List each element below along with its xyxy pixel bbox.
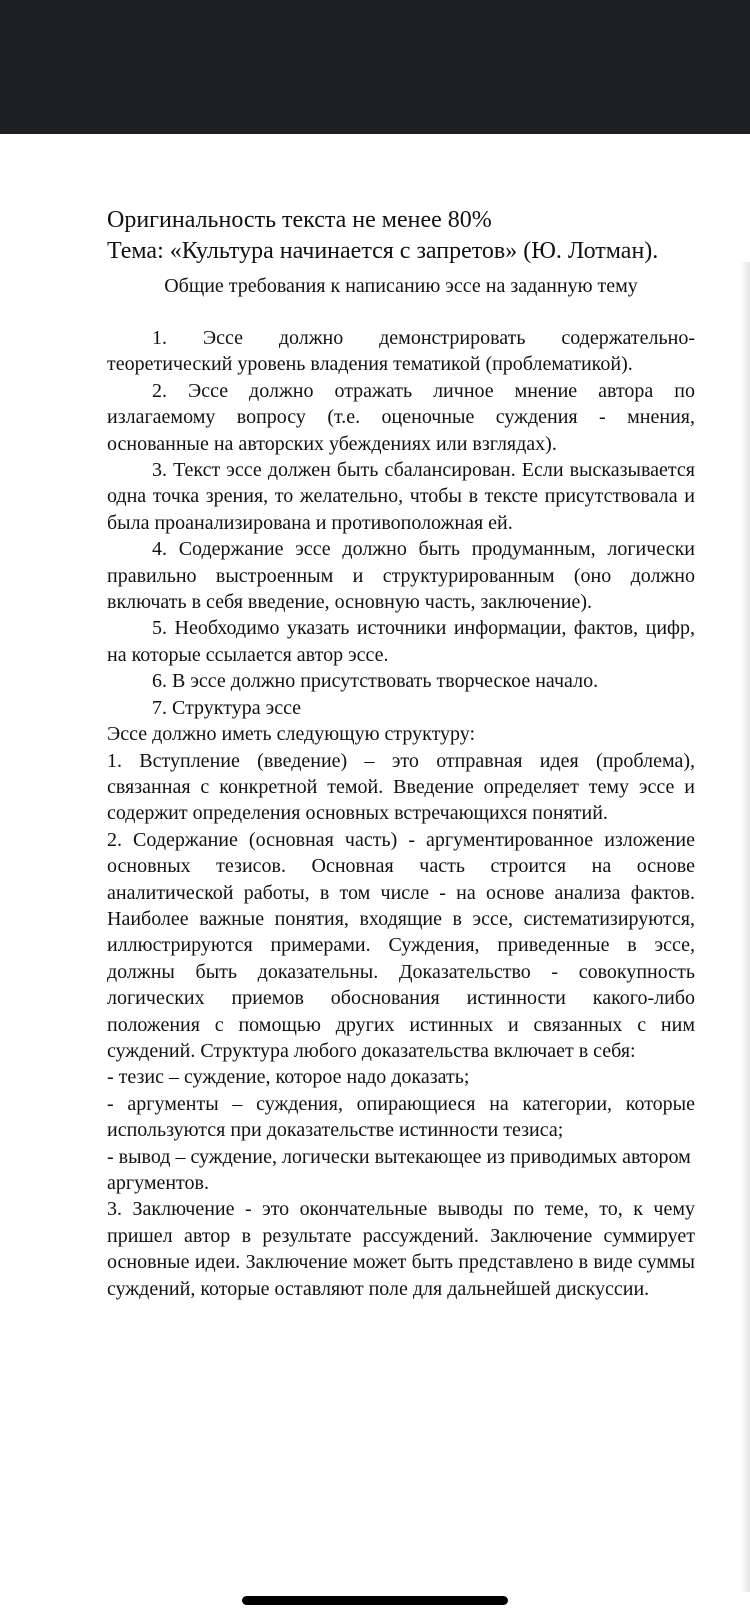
requirements-title: Общие требования к написанию эссе на заданную тему: [164, 275, 638, 297]
document-page: [107, 205, 695, 1302]
requirement-item: 4. Содержание эссе должно быть продуманным, логически правильно выстроенным и структурированным (оно должно включать в себя введение, основную часть, заключение).: [107, 538, 695, 614]
structure-item: 3. Заключение - это окончательные выводы по теме, то, к чему пришел автор в результате рассуждений. Заключение суммирует основные идеи. Заключение может быть представлено в виде суммы суждений, которые оставляют поле для дальнейшей дискуссии.: [107, 1198, 695, 1300]
requirement-item: 7. Структура эссе: [152, 696, 302, 719]
originality-line: Оригинальность текста не менее 80%: [107, 207, 492, 233]
structure-item: - тезис – суждение, которое надо доказать;: [107, 1066, 470, 1089]
blank-line: [107, 299, 695, 325]
requirement-item: 5. Необходимо указать источники информации, фактов, цифр, на которые ссылается автор эссе.: [107, 617, 695, 666]
page-edge-shadow: [740, 262, 750, 1592]
home-indicator[interactable]: [242, 1596, 508, 1605]
topic-line: Тема: «Культура начинается с запретов» (Ю. Лотман).: [107, 238, 659, 264]
top-bar: [0, 0, 750, 134]
structure-intro: Эссе должно иметь следующую структуру:: [107, 723, 476, 746]
structure-item: 2. Содержание (основная часть) - аргументированное изложение основных тезисов. Основная часть строится на основе аналитической работы, в том числе - на основе анализа фактов. Наиболее важные понятия, входящие в эссе, систематизируются, иллюстрируются примерами. Суждения, приведенные в эссе, должны быть доказательны. Доказательство - совокупность логических приемов обоснования истинности какого-либо положения с помощью других истинных и связанных с ним суждений. Структура любого доказательства включает в себя:: [107, 828, 695, 1062]
structure-item: - аргументы – суждения, опирающиеся на категории, которые используются при доказательстве истинности тезиса;: [107, 1092, 695, 1142]
requirement-item: 3. Текст эссе должен быть сбалансирован. Если высказывается одна точка зрения, то желательно, чтобы в тексте присутствовала и была проанализирована и противоположная ей.: [107, 459, 695, 534]
structure-item: аргументов.: [107, 1172, 209, 1194]
requirement-item: 6. В эссе должно присутствовать творческое начало.: [152, 670, 599, 693]
structure-item: - вывод – суждение, логически вытекающее из приводимых автором: [107, 1145, 691, 1168]
requirement-item: 2. Эссе должно отражать личное мнение автора по излагаемому вопросу (т.е. оценочные суждения - мнения, основанные на авторских убеждениях или взглядах).: [107, 379, 695, 455]
structure-item: 1. Вступление (введение) – это отправная идея (проблема), связанная с конкретной темой. Введение определяет тему эссе и содержит определения основных встречающихся понятий.: [107, 749, 695, 825]
requirement-item: 1. Эссе должно демонстрировать содержательно-теоретический уровень владения тематикой (проблематикой).: [107, 327, 695, 376]
